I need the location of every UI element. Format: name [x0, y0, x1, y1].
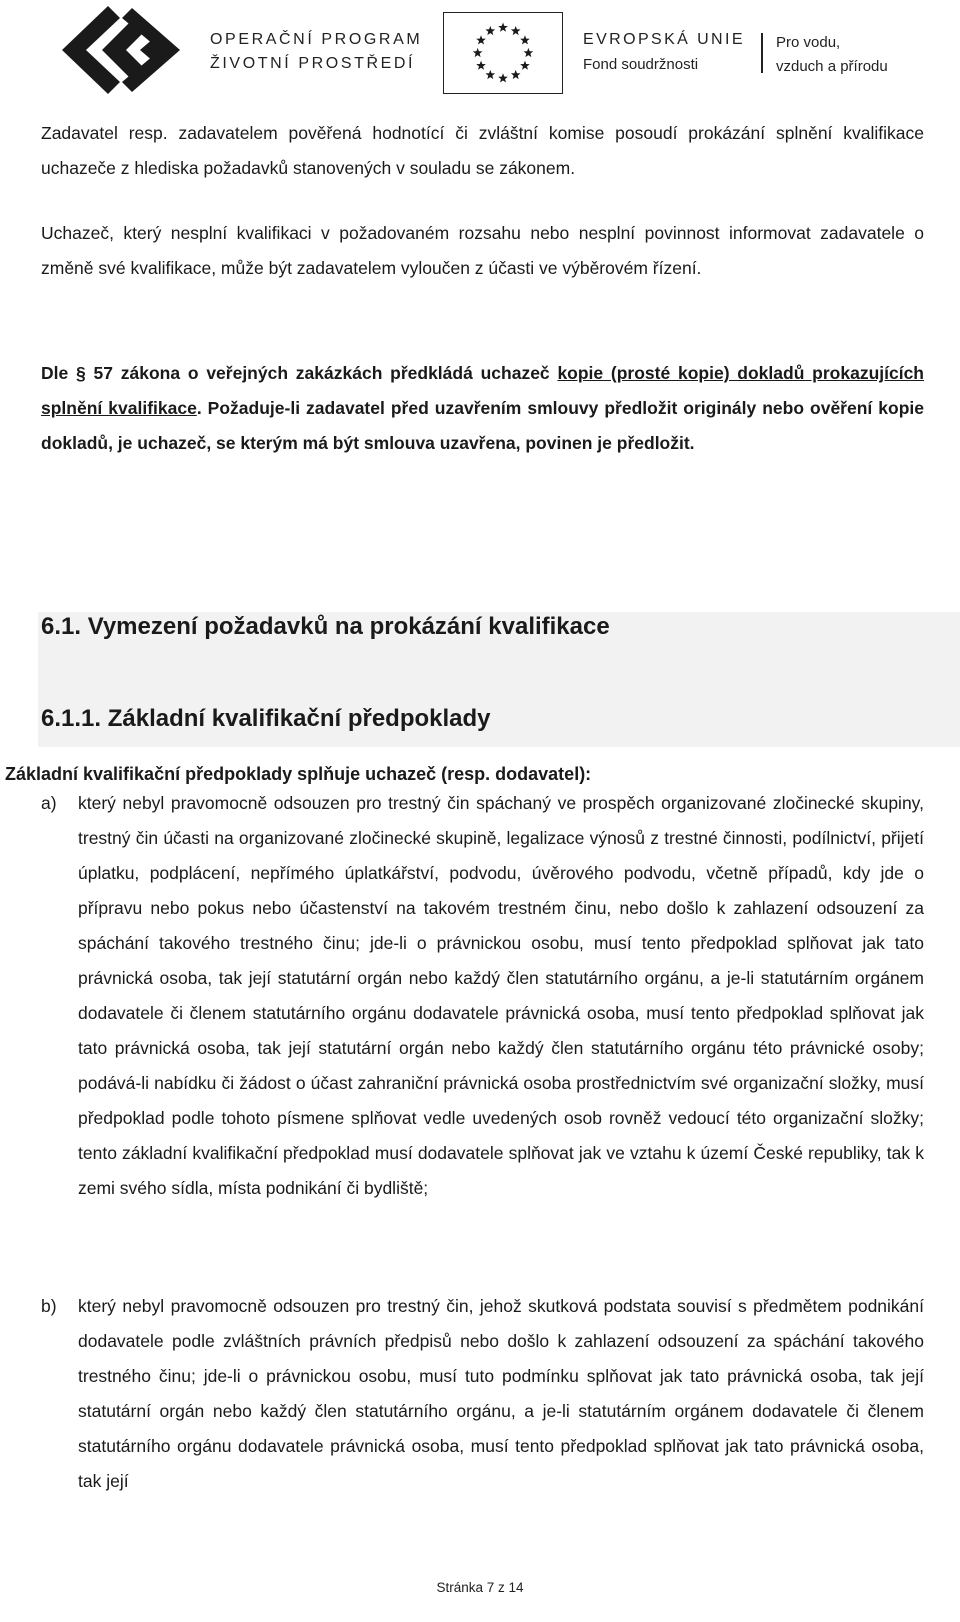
p3-mid: 57 zákona o veřejných zakázkách předkládá uchazeč [85, 363, 558, 383]
list-marker-a: a) [41, 793, 57, 813]
paragraph-documents [41, 356, 924, 461]
eu-star-icon [498, 73, 508, 82]
p3-end: . Požaduje-li zadavatel před uzavřením smlouvy předložit originály nebo ověření kopie dokladů, je uchazeč, se kterým má být smlouva uzavřena, povinen je předložit. [41, 398, 924, 453]
p3-lead: Dle [41, 363, 77, 383]
program-name-line1: OPERAČNÍ PROGRAM [210, 31, 423, 48]
eu-star-icon [498, 23, 508, 32]
heading-6-1-1: 6.1.1. Základní kvalifikační předpoklady [41, 705, 491, 732]
eu-star-icon [473, 48, 483, 57]
page-header [0, 0, 960, 100]
eu-star-icon [520, 61, 530, 70]
eu-title: EVROPSKÁ UNIE [583, 31, 745, 48]
eu-fund: Fond soudržnosti [583, 56, 699, 73]
eu-star-icon [485, 26, 495, 35]
eu-star-icon [511, 70, 521, 79]
paragraph-exclusion: Uchazeč, který nesplní kvalifikaci v požadovaném rozsahu nebo nesplní povinnost informovat zadavatele o změně své kvalifikace, může být zadavatelem vyloučen z účasti ve výběrovém řízení. [41, 223, 924, 278]
eu-star-icon [520, 35, 530, 44]
eu-star-icon [476, 61, 486, 70]
list-marker-b: b) [41, 1296, 57, 1316]
header-divider [761, 33, 763, 73]
heading-6-1: 6.1. Vymezení požadavků na prokázání kvalifikace [41, 613, 610, 640]
slogan [776, 31, 888, 79]
eu-star-icon [524, 48, 534, 57]
program-name [210, 28, 422, 76]
eu-star-icon [511, 26, 521, 35]
list-text-b: který nebyl pravomocně odsouzen pro trestný čin, jehož skutková podstata souvisí s předmětem podnikání dodavatele podle zvláštních právních předpisů nebo došlo k zahlazení odsouzení za spáchání takového trestného činu; jde-li o právnickou osobu, musí tuto podmínku splňovat jak tato právnická osoba, tak její statutární orgán nebo každý člen statutárního orgánu, a je-li statutárním orgánem dodavatele či členem statutárního orgánu dodavatele právnická osoba, musí tento předpoklad splňovat jak tato právnická osoba, tak její [78, 1296, 924, 1491]
list-text-a: který nebyl pravomocně odsouzen pro trestný čin spáchaný ve prospěch organizované zločinecké skupiny, trestný čin účasti na organizované zločinecké skupině, legalizace výnosů z trestné činnosti, podílnictví, přijetí úplatku, podplácení, nepřímého úplatkářství, podvodu, úvěrového podvodu, včetně případů, kdy jde o přípravu nebo pokus nebo účastenství na takovém trestném činu, nebo došlo k zahlazení odsouzení za spáchání takového trestného činu; jde-li o právnickou osobu, musí tento předpoklad splňovat jak tato právnická osoba, tak její statutární orgán nebo každý člen statutárního orgánu, a je-li statutárním orgánem dodavatele či členem statutárního orgánu dodavatele právnická osoba, musí tento předpoklad splňovat jak tato právnická osoba, tak její statutární orgán nebo každý člen statutárního orgánu této právnické osoby; podává-li nabídku či žádost o účast zahraniční právnická osoba prostřednictvím své organizační složky, musí předpoklad podle tohoto písmene splňovat vedle uvedených osob rovněž vedoucí této organizační složky; tento základní kvalifikační předpoklad musí dodavatele splňovat jak ve vztahu k území České republiky, tak k zemi svého sídla, místa podnikání či bydliště; [78, 793, 924, 1198]
eu-flag-icon [443, 12, 563, 94]
page-number: Stránka 7 z 14 [436, 1580, 524, 1595]
eu-star-icon [476, 35, 486, 44]
slogan-line2: vzduch a přírodu [776, 58, 888, 75]
opzp-logo-icon [58, 4, 186, 96]
paragraph-evaluation: Zadavatel resp. zadavatelem pověřená hodnotící či zvláštní komise posoudí prokázání splnění kvalifikace uchazeče z hlediska požadavků stanovených v souladu se zákonem. [41, 123, 924, 178]
eu-block [583, 30, 745, 80]
eu-star-icon [485, 70, 495, 79]
list-intro: Základní kvalifikační předpoklady splňuje uchazeč (resp. dodavatel): [5, 764, 592, 784]
section-sign: § [76, 363, 86, 383]
p3-underlined: kopie (prosté kopie) dokladů prokazujících splnění kvalifikace [41, 363, 924, 418]
program-name-line2: ŽIVOTNÍ PROSTŘEDÍ [210, 55, 416, 72]
slogan-line1: Pro vodu, [776, 34, 841, 51]
